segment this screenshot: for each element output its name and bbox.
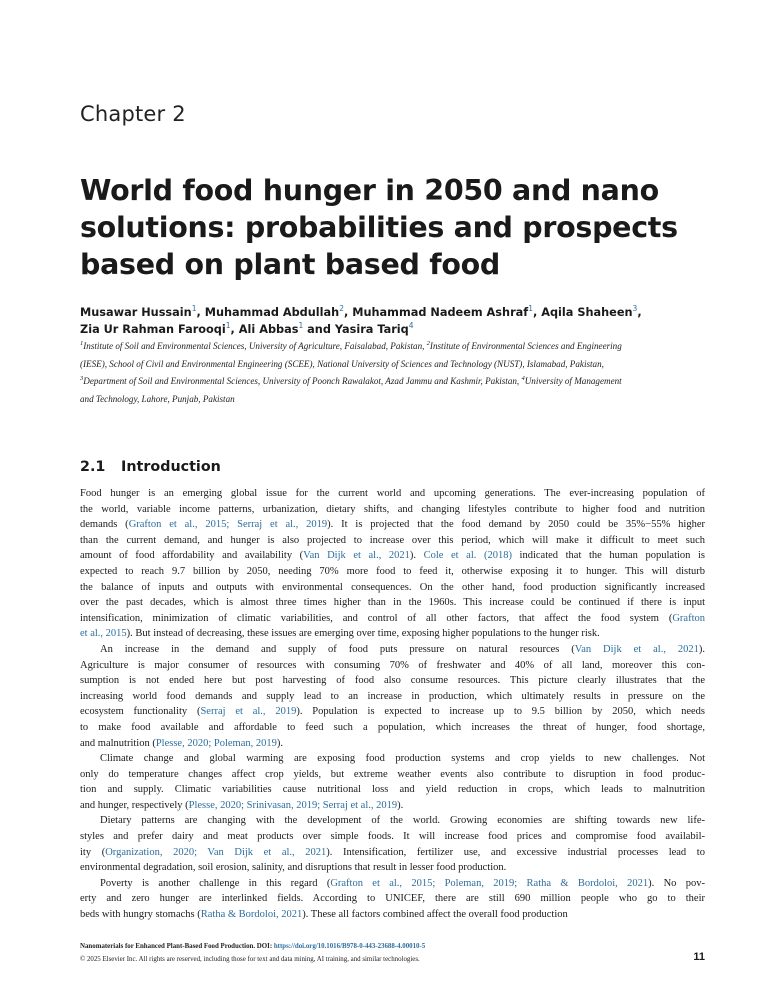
author-name[interactable]: Yasira Tariq xyxy=(334,323,409,336)
author-name[interactable]: Musawar Hussain xyxy=(80,306,192,319)
body-line: Dietary patterns are changing with the development of the world. Growing economies are shifting towards new life- xyxy=(100,815,705,827)
chapter-title xyxy=(80,172,720,283)
body-line: sumption is not ended here but post harvesting of food also consume resources. This picture clearly illustrates that the xyxy=(80,675,705,687)
author-affiliation-marker[interactable]: 1 xyxy=(191,304,197,313)
body-line: than the current demand, and hunger is also projected to increase over this period, which will make it difficult to meet such xyxy=(80,534,705,546)
author-list: Musawar Hussain$^1$, Muhammad Abdullah$^2$, Muhammad Nadeem Ashraf$^1$, Aqila Shaheen$^3$, Zia Ur Rahman Farooqi$^1$, Ali Abbas$^1$ and Yasira Tariq$^4$ xyxy=(80,304,642,336)
body-line: expected to reach 9.7 billion by 2050, needing 70% more food to feed it, otherwise exposing it to hunger. This will disturb xyxy=(80,565,705,577)
affiliation-line: $^1$Institute of Soil and Environmental Sciences, University of Agriculture, Faisalabad, Pakistan, $^2$Institute of Environmental Sciences and Engineering xyxy=(80,340,622,351)
body-line: tion and supply. Climatic variabilities cause nutritional loss and yield reduction in crops, which leads to malnutrition xyxy=(80,784,705,796)
section-heading xyxy=(80,459,221,475)
body-line: the world, variable income patterns, urbanization, dietary shifts, and changing lifestyles contribute to higher food and nutrition xyxy=(80,503,705,515)
body-line: only do temperature changes affect crop yields, but extreme weather events also contribute to disruption in food produc- xyxy=(80,768,705,780)
body-line: and malnutrition (Plesse, 2020; Poleman, 2019). xyxy=(80,737,283,749)
chapter-label: Chapter 2 xyxy=(80,102,186,126)
citation-link[interactable]: Serraj et al., 2019 xyxy=(200,706,297,718)
body-line: over the past decades, which is almost three times higher than in the 1960s. This increase could be continued if there is input xyxy=(80,597,705,609)
book-citation: Nanomaterials for Enhanced Plant-Based Food Production. DOI: https://doi.org/10.1016/B978-0-443-23688-4.00010-5 xyxy=(80,943,426,950)
author-name[interactable]: Muhammad Abdullah xyxy=(204,306,340,319)
author-affiliation-marker[interactable]: 3 xyxy=(632,304,638,313)
body-line: Climate change and global warming are exposing food production systems and crop yields to new challenges. Not xyxy=(100,753,705,765)
citation-link[interactable]: Plesse, 2020; Poleman, 2019 xyxy=(155,737,277,749)
body-line: intensification, minimization of climatic variabilities, and control of all other factors, that affect the food system (Grafton xyxy=(80,612,705,624)
body-text xyxy=(80,486,705,923)
affiliation-line: and Technology, Lahore, Punjab, Pakistan xyxy=(80,393,235,404)
section-number: 2.1 xyxy=(80,459,106,475)
page-footer xyxy=(80,940,705,966)
body-line: amount of food affordability and availability (Van Dijk et al., 2021). Cole et al. (2018) indicated that the human population is xyxy=(80,550,706,562)
section-title: Introduction xyxy=(121,459,221,475)
body-line: ity (Organization, 2020; Van Dijk et al., 2021). Intensification, fertilizer use, and excessive industrial processes lead to xyxy=(80,846,705,858)
copyright-notice: © 2025 Elsevier Inc. All rights are reserved, including those for text and data mining, AI training, and similar technologies. xyxy=(80,956,420,963)
citation-link[interactable]: et al., 2015 xyxy=(80,628,127,640)
citation-link[interactable]: Cole et al. (2018) xyxy=(423,550,512,562)
author-affiliation-marker[interactable]: 1 xyxy=(225,321,231,330)
body-line: An increase in the demand and supply of food puts pressure on natural resources (Van Dijk et al., 2021). xyxy=(100,643,705,655)
citation-link[interactable]: Grafton et al., 2015; Poleman, 2019; Ratha & Bordoloi, 2021 xyxy=(330,877,649,889)
body-line: Agriculture is major consumer of resources with consuming 70% of freshwater and 40% of all land, moreover this con- xyxy=(80,659,705,671)
author-name[interactable]: Ali Abbas xyxy=(238,323,299,336)
author-affiliation-marker[interactable]: 2 xyxy=(339,304,344,313)
body-line: Food hunger is an emerging global issue for the current world and upcoming generations. The ever-increasing population of xyxy=(80,488,705,499)
body-line: the balance of inputs and outputs with environmental consequences. On the other hand, food production significantly increased xyxy=(80,581,705,593)
body-line: to make food available and affordable to feed such a population, which increases the threat of hunger, food shortage, xyxy=(80,721,705,733)
affiliation-line: $^3$Department of Soil and Environmental Sciences, University of Poonch Rawalakot, Azad Jammu and Kashmir, Pakistan, $^4$University of Management xyxy=(80,375,622,386)
citation-link[interactable]: Organization, 2020; Van Dijk et al., 2021 xyxy=(105,846,327,858)
chapter-title-line: based on plant based food xyxy=(80,248,500,281)
page-number: 11 xyxy=(693,951,705,963)
body-line: increasing world food demands and supply lead to an increase in production, which ultimately results in pressure on the xyxy=(80,690,705,702)
body-line: environmental degradation, soil erosion, salinity, and disruptions that result in lesser food production. xyxy=(80,862,507,874)
affiliations xyxy=(80,338,705,408)
author-name[interactable]: Aqila Shaheen xyxy=(541,306,633,319)
body-line: Poverty is another challenge in this regard (Grafton et al., 2015; Poleman, 2019; Ratha & Bordoloi, 2021). No pov- xyxy=(100,877,705,889)
body-line: styles and prefer dairy and meat products over simple foods. It will increase food prices and compromise food availabil- xyxy=(80,831,705,843)
citation-link[interactable]: Grafton xyxy=(672,612,705,624)
body-line: erty and zero hunger are interlinked fields. According to UNICEF, there are still 690 million people who go to their xyxy=(80,893,705,905)
doi-link[interactable]: https://doi.org/10.1016/B978-0-443-23688-4.00010-5 xyxy=(273,943,426,950)
citation-link[interactable]: Plesse, 2020; Srinivasan, 2019; Serraj et al., 2019 xyxy=(188,799,398,811)
body-line: demands (Grafton et al., 2015; Serraj et al., 2019). It is projected that the food demand by 2050 could be 35%−55% higher xyxy=(80,519,705,531)
citation-link[interactable]: Van Dijk et al., 2021 xyxy=(303,550,410,562)
author-name[interactable]: Zia Ur Rahman Farooqi xyxy=(80,323,226,336)
author-affiliation-marker[interactable]: 1 xyxy=(298,321,304,330)
author-affiliation-marker[interactable]: 1 xyxy=(528,304,533,313)
affiliation-line: (IESE), School of Civil and Environmental Engineering (SCEE), National University of Sciences and Technology (NUST), Islamabad, Pakistan, xyxy=(80,358,604,369)
body-line: ecosystem functionality (Serraj et al., 2019). Population is expected to increase up to 9.5 billion by 2050, which needs xyxy=(80,706,705,718)
citation-link[interactable]: Ratha & Bordoloi, 2021 xyxy=(200,909,303,921)
chapter-title-line: World food hunger in 2050 and nano xyxy=(80,174,659,207)
citation-link[interactable]: Grafton et al., 2015; Serraj et al., 2019 xyxy=(128,519,328,531)
author-name[interactable]: Muhammad Nadeem Ashraf xyxy=(352,306,529,319)
body-line: and hunger, respectively (Plesse, 2020; Srinivasan, 2019; Serraj et al., 2019). xyxy=(80,799,404,811)
body-line: et al., 2015). But instead of decreasing, these issues are emerging over time, exposing higher populations to the hunger risk. xyxy=(80,628,600,640)
chapter-title-line: solutions: probabilities and prospects xyxy=(80,211,678,244)
body-line: beds with hungry stomachs (Ratha & Bordoloi, 2021). These all factors combined affect the overall food production xyxy=(80,909,568,921)
citation-link[interactable]: Van Dijk et al., 2021 xyxy=(574,643,699,655)
author-affiliation-marker[interactable]: 4 xyxy=(408,321,414,330)
